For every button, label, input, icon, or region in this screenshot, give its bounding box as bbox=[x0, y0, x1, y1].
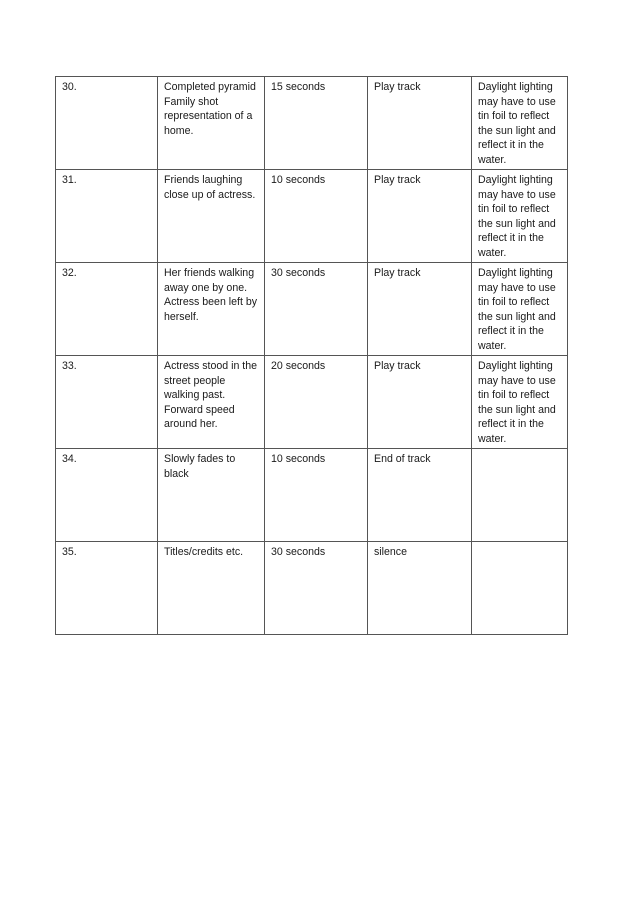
shot-duration-cell: 10 seconds bbox=[265, 170, 368, 263]
shot-duration-cell: 15 seconds bbox=[265, 77, 368, 170]
shot-number-cell: 32. bbox=[56, 263, 158, 356]
shot-list-table bbox=[55, 76, 568, 635]
table-row bbox=[56, 542, 568, 635]
shot-number-cell: 33. bbox=[56, 356, 158, 449]
table-row bbox=[56, 170, 568, 263]
shot-duration-cell: 30 seconds bbox=[265, 263, 368, 356]
shot-audio-cell: silence bbox=[368, 542, 472, 635]
shot-number-cell: 35. bbox=[56, 542, 158, 635]
table-row bbox=[56, 356, 568, 449]
shot-notes-cell bbox=[472, 542, 568, 635]
shot-audio-cell: End of track bbox=[368, 449, 472, 542]
shot-description-cell: Actress stood in the street people walking past. Forward speed around her. bbox=[158, 356, 265, 449]
shot-description-cell: Friends laughing close up of actress. bbox=[158, 170, 265, 263]
shot-notes-cell: Daylight lighting may have to use tin foil to reflect the sun light and reflect it in the water. bbox=[472, 77, 568, 170]
shot-audio-cell: Play track bbox=[368, 356, 472, 449]
shot-number-cell: 34. bbox=[56, 449, 158, 542]
shot-description-cell: Completed pyramid Family shot representation of a home. bbox=[158, 77, 265, 170]
shot-duration-cell: 30 seconds bbox=[265, 542, 368, 635]
shot-description-cell: Slowly fades to black bbox=[158, 449, 265, 542]
shot-duration-cell: 10 seconds bbox=[265, 449, 368, 542]
shot-description-cell: Her friends walking away one by one. Actress been left by herself. bbox=[158, 263, 265, 356]
shot-notes-cell bbox=[472, 449, 568, 542]
shot-number-cell: 31. bbox=[56, 170, 158, 263]
shot-notes-cell: Daylight lighting may have to use tin foil to reflect the sun light and reflect it in the water. bbox=[472, 356, 568, 449]
shot-number-cell: 30. bbox=[56, 77, 158, 170]
shot-notes-cell: Daylight lighting may have to use tin foil to reflect the sun light and reflect it in the water. bbox=[472, 263, 568, 356]
shot-audio-cell: Play track bbox=[368, 77, 472, 170]
table-row bbox=[56, 77, 568, 170]
shot-notes-cell: Daylight lighting may have to use tin foil to reflect the sun light and reflect it in the water. bbox=[472, 170, 568, 263]
table-row bbox=[56, 263, 568, 356]
shot-description-cell: Titles/credits etc. bbox=[158, 542, 265, 635]
table-row bbox=[56, 449, 568, 542]
shot-audio-cell: Play track bbox=[368, 263, 472, 356]
shot-audio-cell: Play track bbox=[368, 170, 472, 263]
shot-duration-cell: 20 seconds bbox=[265, 356, 368, 449]
